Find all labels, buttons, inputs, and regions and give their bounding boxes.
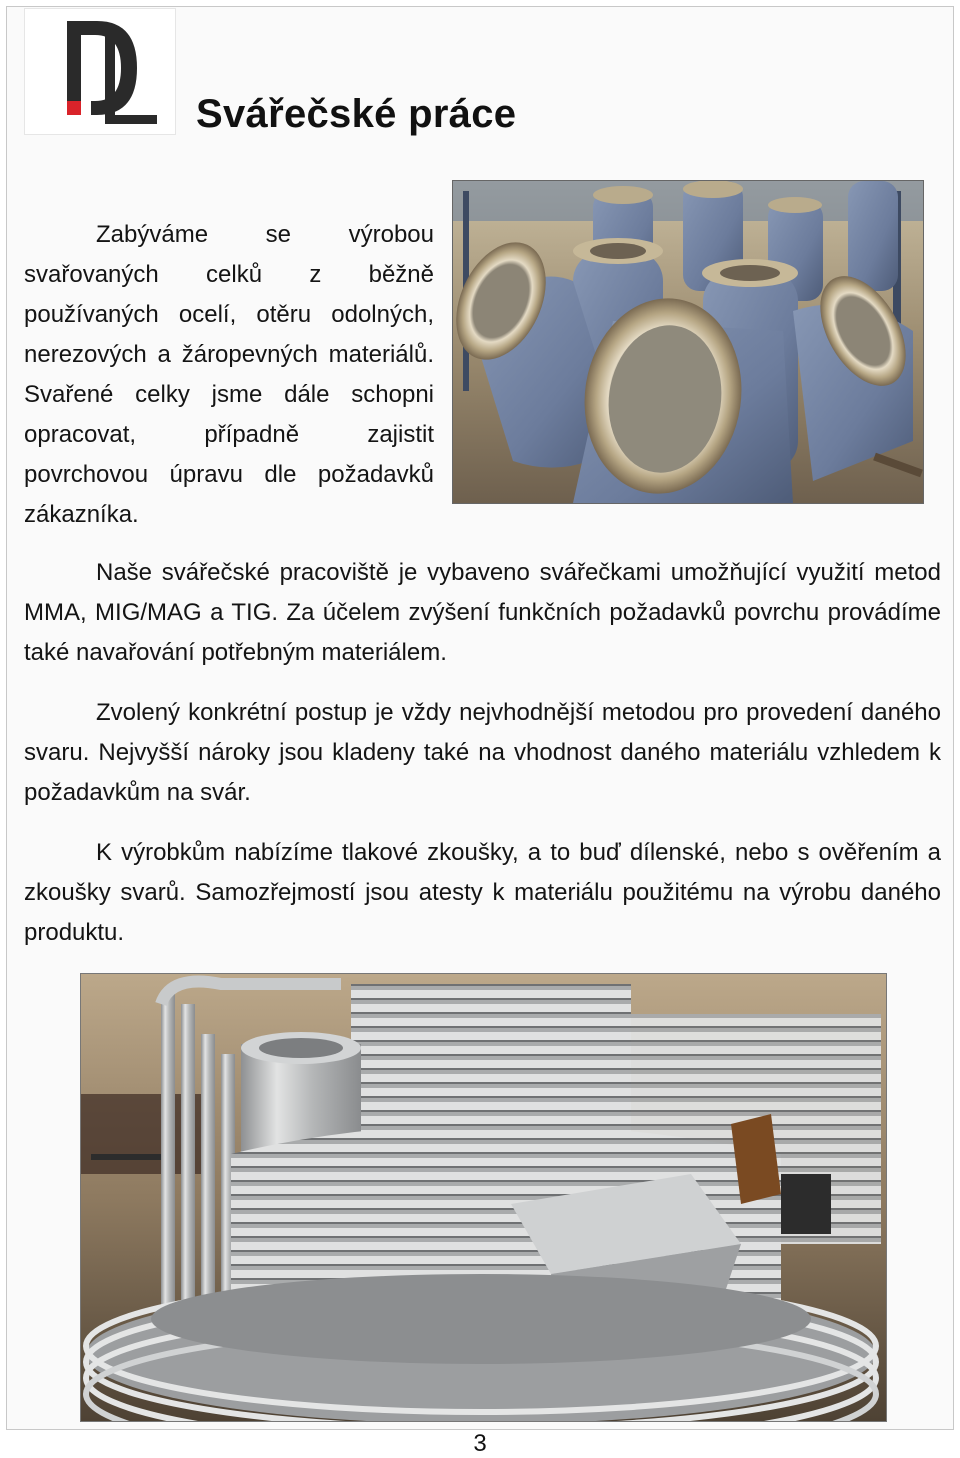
paragraph-intro: Zabýváme se výrobou svařovaných celků z běžně používaných ocelí, otěru odolných, nerezových a žáropevných materiálů. Svařené celky jsme dále schopni opracovat, případně zajistit povrchovou úpravu dle požadavků zákazníka. <box>24 221 434 528</box>
company-logo <box>24 8 176 135</box>
photo-coil-assembly <box>80 973 887 1422</box>
paragraph-welding-methods: Naše svářečské pracoviště je vybaveno svářečkami umožňující využití metod MMA, MIG/MAG a TIG. Za účelem zvýšení funkčních požadavků povrchu provádíme také navařování potřebným materiálem. <box>24 559 941 666</box>
paragraph-testing: K výrobkům nabízíme tlakové zkoušky, a to buď dílenské, nebo s ověřením a zkoušky svarů. Samozřejmostí jsou atesty k materiálu použitému na výrobu daného produktu. <box>24 839 941 946</box>
paragraph-procedure: Zvolený konkrétní postup je vždy nejvhodnější metodou pro provedení daného svaru. Nejvyšší nároky jsou kladeny také na vhodnost daného materiálu vzhledem k požadavkům na svár. <box>24 699 941 806</box>
page-number: 3 <box>473 1430 487 1457</box>
page-title: Svářečské práce <box>196 92 517 136</box>
photo-welded-fittings <box>452 180 924 504</box>
